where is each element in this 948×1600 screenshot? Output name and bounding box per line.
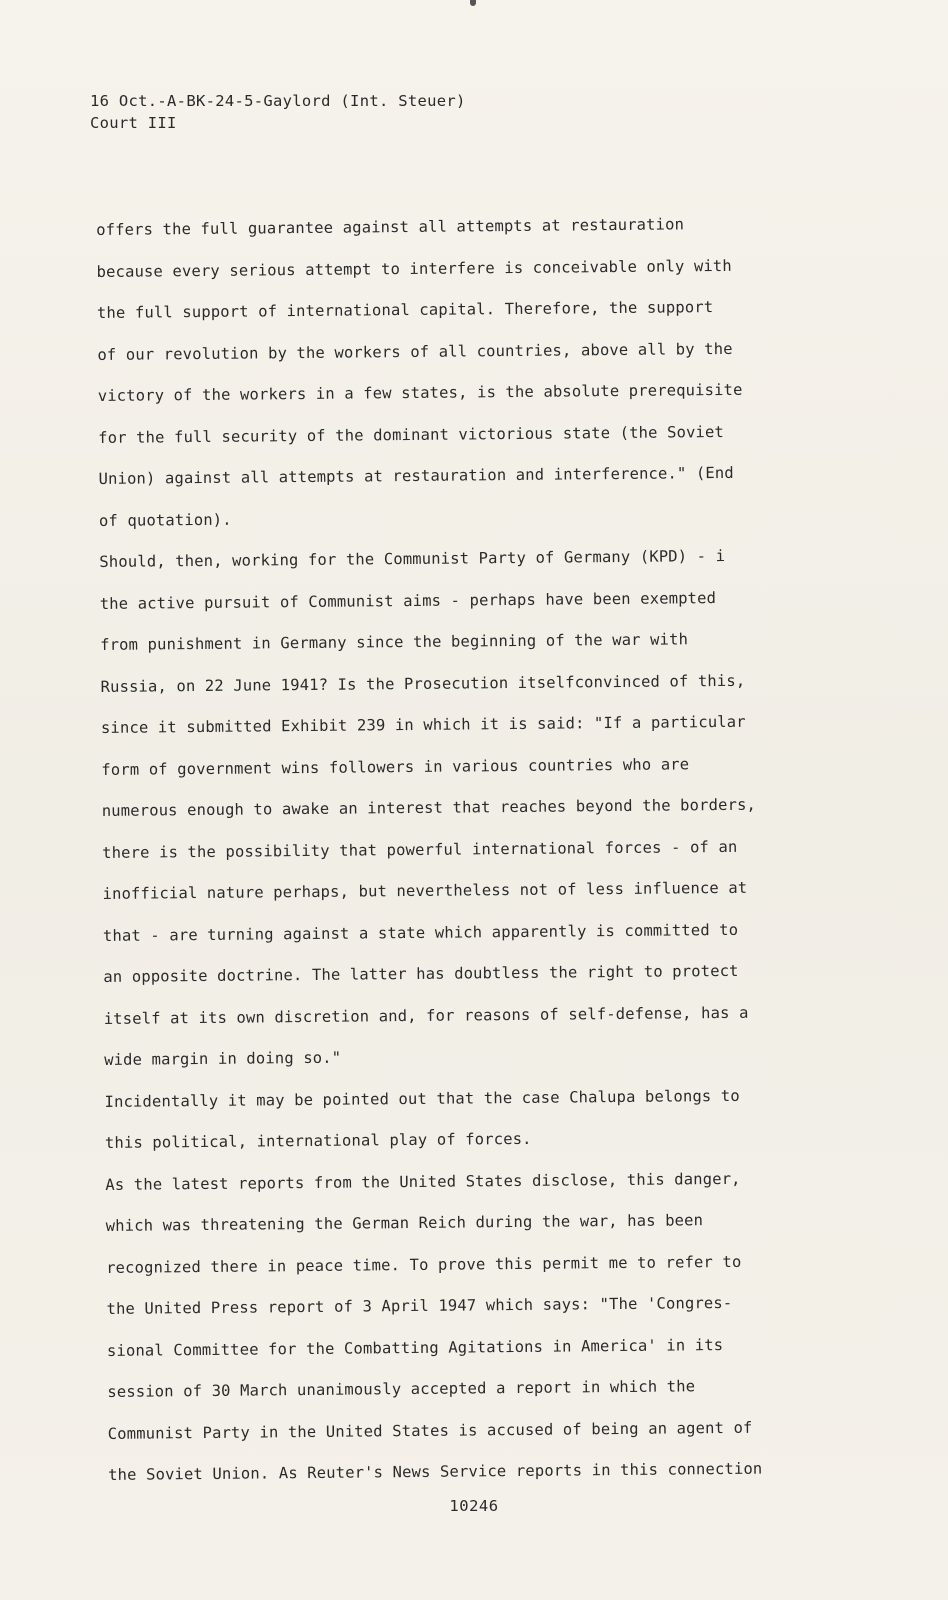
text-line: sional Committee for the Combatting Agitations in America' in its bbox=[106, 1335, 724, 1360]
text-line: which was threatening the German Reich during the war, has been bbox=[105, 1211, 704, 1235]
header-court-line: Court III bbox=[90, 114, 177, 132]
text-line: an opposite doctrine. The latter has doubtless the right to protect bbox=[103, 961, 739, 986]
text-line: from punishment in Germany since the beginning of the war with bbox=[100, 630, 689, 654]
text-line: form of government wins followers in various countries who are bbox=[101, 754, 690, 779]
text-line: victory of the workers in a few states, is the absolute prerequisite bbox=[97, 380, 743, 405]
text-line: Communist Party in the United States is accused of being an agent of bbox=[107, 1418, 753, 1443]
text-line: wide margin in doing so." bbox=[104, 1048, 342, 1069]
text-line: session of 30 March unanimously accepted a report in which the bbox=[107, 1377, 696, 1401]
text-line: of quotation). bbox=[98, 510, 232, 530]
text-line: As the latest reports from the United States disclose, this danger, bbox=[105, 1169, 741, 1194]
text-line: for the full security of the dominant victorious state (the Soviet bbox=[98, 422, 725, 447]
text-line: there is the possibility that powerful international forces - of an bbox=[102, 837, 738, 862]
text-line: itself at its own discretion and, for reasons of self-defense, has a bbox=[103, 1003, 749, 1028]
text-line: Incidentally it may be pointed out that the case Chalupa belongs to bbox=[104, 1086, 740, 1111]
text-line: inofficial nature perhaps, but nevertheless not of less influence at bbox=[102, 878, 748, 903]
text-line: this political, international play of forces. bbox=[104, 1129, 532, 1152]
page-number: 10246 bbox=[449, 1497, 499, 1515]
text-line: Russia, on 22 June 1941? Is the Prosecution itselfconvinced of this, bbox=[100, 671, 746, 696]
text-line: Union) against all attempts at restauration and interference." (End bbox=[98, 463, 734, 488]
text-line: Should, then, working for the Communist Party of Germany (KPD) - i bbox=[99, 546, 726, 571]
text-line: recognized there in peace time. To prove this permit me to refer to bbox=[106, 1252, 742, 1277]
punch-mark bbox=[470, 0, 476, 6]
body-text bbox=[96, 203, 868, 1497]
text-line: offers the full guarantee against all attempts at restauration bbox=[96, 215, 685, 239]
text-line: that - are turning against a state which apparently is committed to bbox=[102, 920, 739, 945]
document-header bbox=[90, 90, 466, 134]
text-line: the United Press report of 3 April 1947 which says: "The 'Congres- bbox=[106, 1293, 733, 1318]
text-line: the active pursuit of Communist aims - perhaps have been exempted bbox=[99, 588, 717, 613]
text-line: numerous enough to awake an interest that reaches beyond the borders, bbox=[101, 795, 757, 820]
text-line: because every serious attempt to interfere is conceivable only with bbox=[96, 256, 732, 281]
text-line: the Soviet Union. As Reuter's News Service reports in this connection bbox=[108, 1459, 763, 1484]
text-line: the full support of international capital. Therefore, the support bbox=[96, 298, 714, 322]
text-line: since it submitted Exhibit 239 in which it is said: "If a particular bbox=[100, 712, 746, 737]
text-line: of our revolution by the workers of all countries, above all by the bbox=[97, 339, 733, 364]
header-reference-line: 16 Oct.-A-BK-24-5-Gaylord (Int. Steuer) bbox=[90, 92, 466, 110]
